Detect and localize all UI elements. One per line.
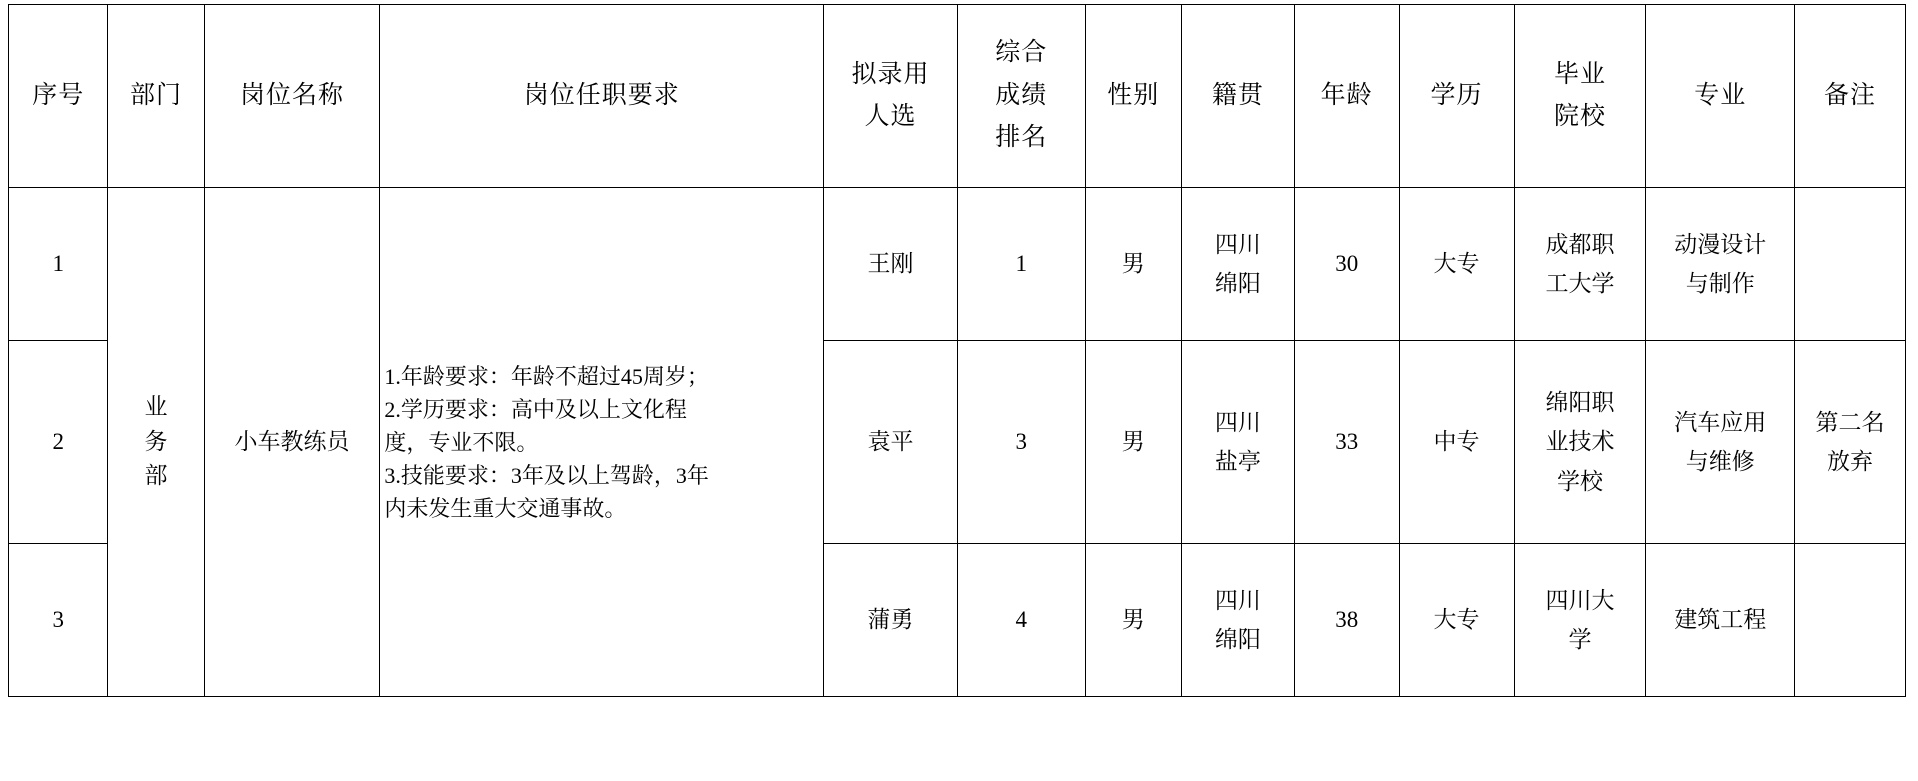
column-header-candidate-line2: 人选 bbox=[864, 103, 917, 130]
cell-remark bbox=[1795, 544, 1906, 697]
school-line1: 绵阳职 bbox=[1545, 390, 1615, 416]
cell-age: 33 bbox=[1294, 341, 1399, 544]
cell-seq: 3 bbox=[9, 544, 108, 697]
cell-remark bbox=[1795, 188, 1906, 341]
table-row bbox=[9, 188, 1906, 341]
cell-department bbox=[108, 188, 204, 697]
cell-requirement bbox=[380, 188, 824, 697]
column-header-requirement: 岗位任职要求 bbox=[380, 5, 824, 188]
school-line3: 学校 bbox=[1557, 468, 1603, 494]
table-body bbox=[9, 188, 1906, 697]
cell-post-name: 小车教练员 bbox=[204, 188, 380, 697]
cell-age: 38 bbox=[1294, 544, 1399, 697]
cell-remark bbox=[1795, 341, 1906, 544]
column-header-education: 学历 bbox=[1399, 5, 1514, 188]
cell-rank: 4 bbox=[957, 544, 1085, 697]
cell-age: 30 bbox=[1294, 188, 1399, 341]
cell-native-place bbox=[1181, 188, 1294, 341]
cell-native-place bbox=[1181, 544, 1294, 697]
cell-education: 中专 bbox=[1399, 341, 1514, 544]
department-char-2: 务 bbox=[144, 428, 168, 454]
column-header-dept: 部门 bbox=[108, 5, 204, 188]
column-header-age: 年龄 bbox=[1294, 5, 1399, 188]
cell-education: 大专 bbox=[1399, 188, 1514, 341]
column-header-post: 岗位名称 bbox=[204, 5, 380, 188]
cell-school bbox=[1514, 341, 1646, 544]
native-place-line2: 绵阳 bbox=[1214, 627, 1261, 652]
column-header-school bbox=[1514, 5, 1646, 188]
school-line1: 四川大 bbox=[1545, 587, 1615, 613]
cell-sex: 男 bbox=[1085, 544, 1181, 697]
column-header-major: 专业 bbox=[1646, 5, 1795, 188]
school-line2: 业技术 bbox=[1545, 429, 1615, 455]
requirement-line-2: 2.学历要求：高中及以上文化程 bbox=[384, 396, 687, 422]
remark-line1: 第二名 bbox=[1815, 409, 1885, 435]
major-line2: 与维修 bbox=[1685, 449, 1755, 474]
cell-sex: 男 bbox=[1085, 341, 1181, 544]
requirement-line-3: 度，专业不限。 bbox=[384, 429, 539, 455]
school-line1: 成都职 bbox=[1545, 231, 1615, 257]
cell-education: 大专 bbox=[1399, 544, 1514, 697]
requirement-line-1: 1.年龄要求：年龄不超过45周岁； bbox=[384, 363, 709, 389]
major-line1: 建筑工程 bbox=[1674, 607, 1767, 633]
cell-school bbox=[1514, 188, 1646, 341]
cell-major bbox=[1646, 341, 1795, 544]
column-header-rank-line1: 综合 bbox=[995, 39, 1048, 67]
cell-rank: 1 bbox=[957, 188, 1085, 341]
major-line1: 汽车应用 bbox=[1674, 409, 1767, 435]
recruitment-table bbox=[8, 4, 1906, 697]
column-header-remark: 备注 bbox=[1795, 5, 1906, 188]
major-line1: 动漫设计 bbox=[1674, 231, 1767, 257]
native-place-line1: 四川 bbox=[1214, 409, 1261, 435]
column-header-seq: 序号 bbox=[9, 5, 108, 188]
cell-candidate: 袁平 bbox=[824, 341, 958, 544]
cell-seq: 2 bbox=[9, 341, 108, 544]
column-header-native: 籍贯 bbox=[1181, 5, 1294, 188]
column-header-rank-line2: 成绩 bbox=[995, 81, 1048, 109]
cell-sex: 男 bbox=[1085, 188, 1181, 341]
school-line2: 学 bbox=[1568, 627, 1592, 652]
major-line2: 与制作 bbox=[1685, 271, 1755, 296]
column-header-school-line2: 院校 bbox=[1554, 103, 1607, 130]
native-place-line2: 绵阳 bbox=[1214, 271, 1261, 296]
cell-candidate: 蒲勇 bbox=[824, 544, 958, 697]
cell-major bbox=[1646, 188, 1795, 341]
department-char-3: 部 bbox=[144, 463, 168, 489]
cell-rank: 3 bbox=[957, 341, 1085, 544]
column-header-school-line1: 毕业 bbox=[1554, 60, 1607, 88]
requirement-line-4: 3.技能要求：3年及以上驾龄，3年 bbox=[384, 462, 709, 488]
cell-school bbox=[1514, 544, 1646, 697]
table-header-row bbox=[9, 5, 1906, 188]
cell-native-place bbox=[1181, 341, 1294, 544]
cell-seq: 1 bbox=[9, 188, 108, 341]
column-header-candidate bbox=[824, 5, 958, 188]
cell-candidate: 王刚 bbox=[824, 188, 958, 341]
table-header bbox=[9, 5, 1906, 188]
column-header-candidate-line1: 拟录用 bbox=[851, 60, 930, 88]
remark-line2: 放弃 bbox=[1827, 449, 1873, 474]
native-place-line1: 四川 bbox=[1214, 231, 1261, 257]
column-header-rank-line3: 排名 bbox=[995, 124, 1048, 152]
native-place-line1: 四川 bbox=[1214, 587, 1261, 613]
school-line2: 工大学 bbox=[1545, 271, 1615, 296]
column-header-sex: 性别 bbox=[1085, 5, 1181, 188]
column-header-rank bbox=[957, 5, 1085, 188]
cell-major bbox=[1646, 544, 1795, 697]
department-char-1: 业 bbox=[144, 394, 168, 420]
requirement-line-5: 内未发生重大交通事故。 bbox=[384, 495, 627, 521]
native-place-line2: 盐亭 bbox=[1214, 449, 1261, 474]
